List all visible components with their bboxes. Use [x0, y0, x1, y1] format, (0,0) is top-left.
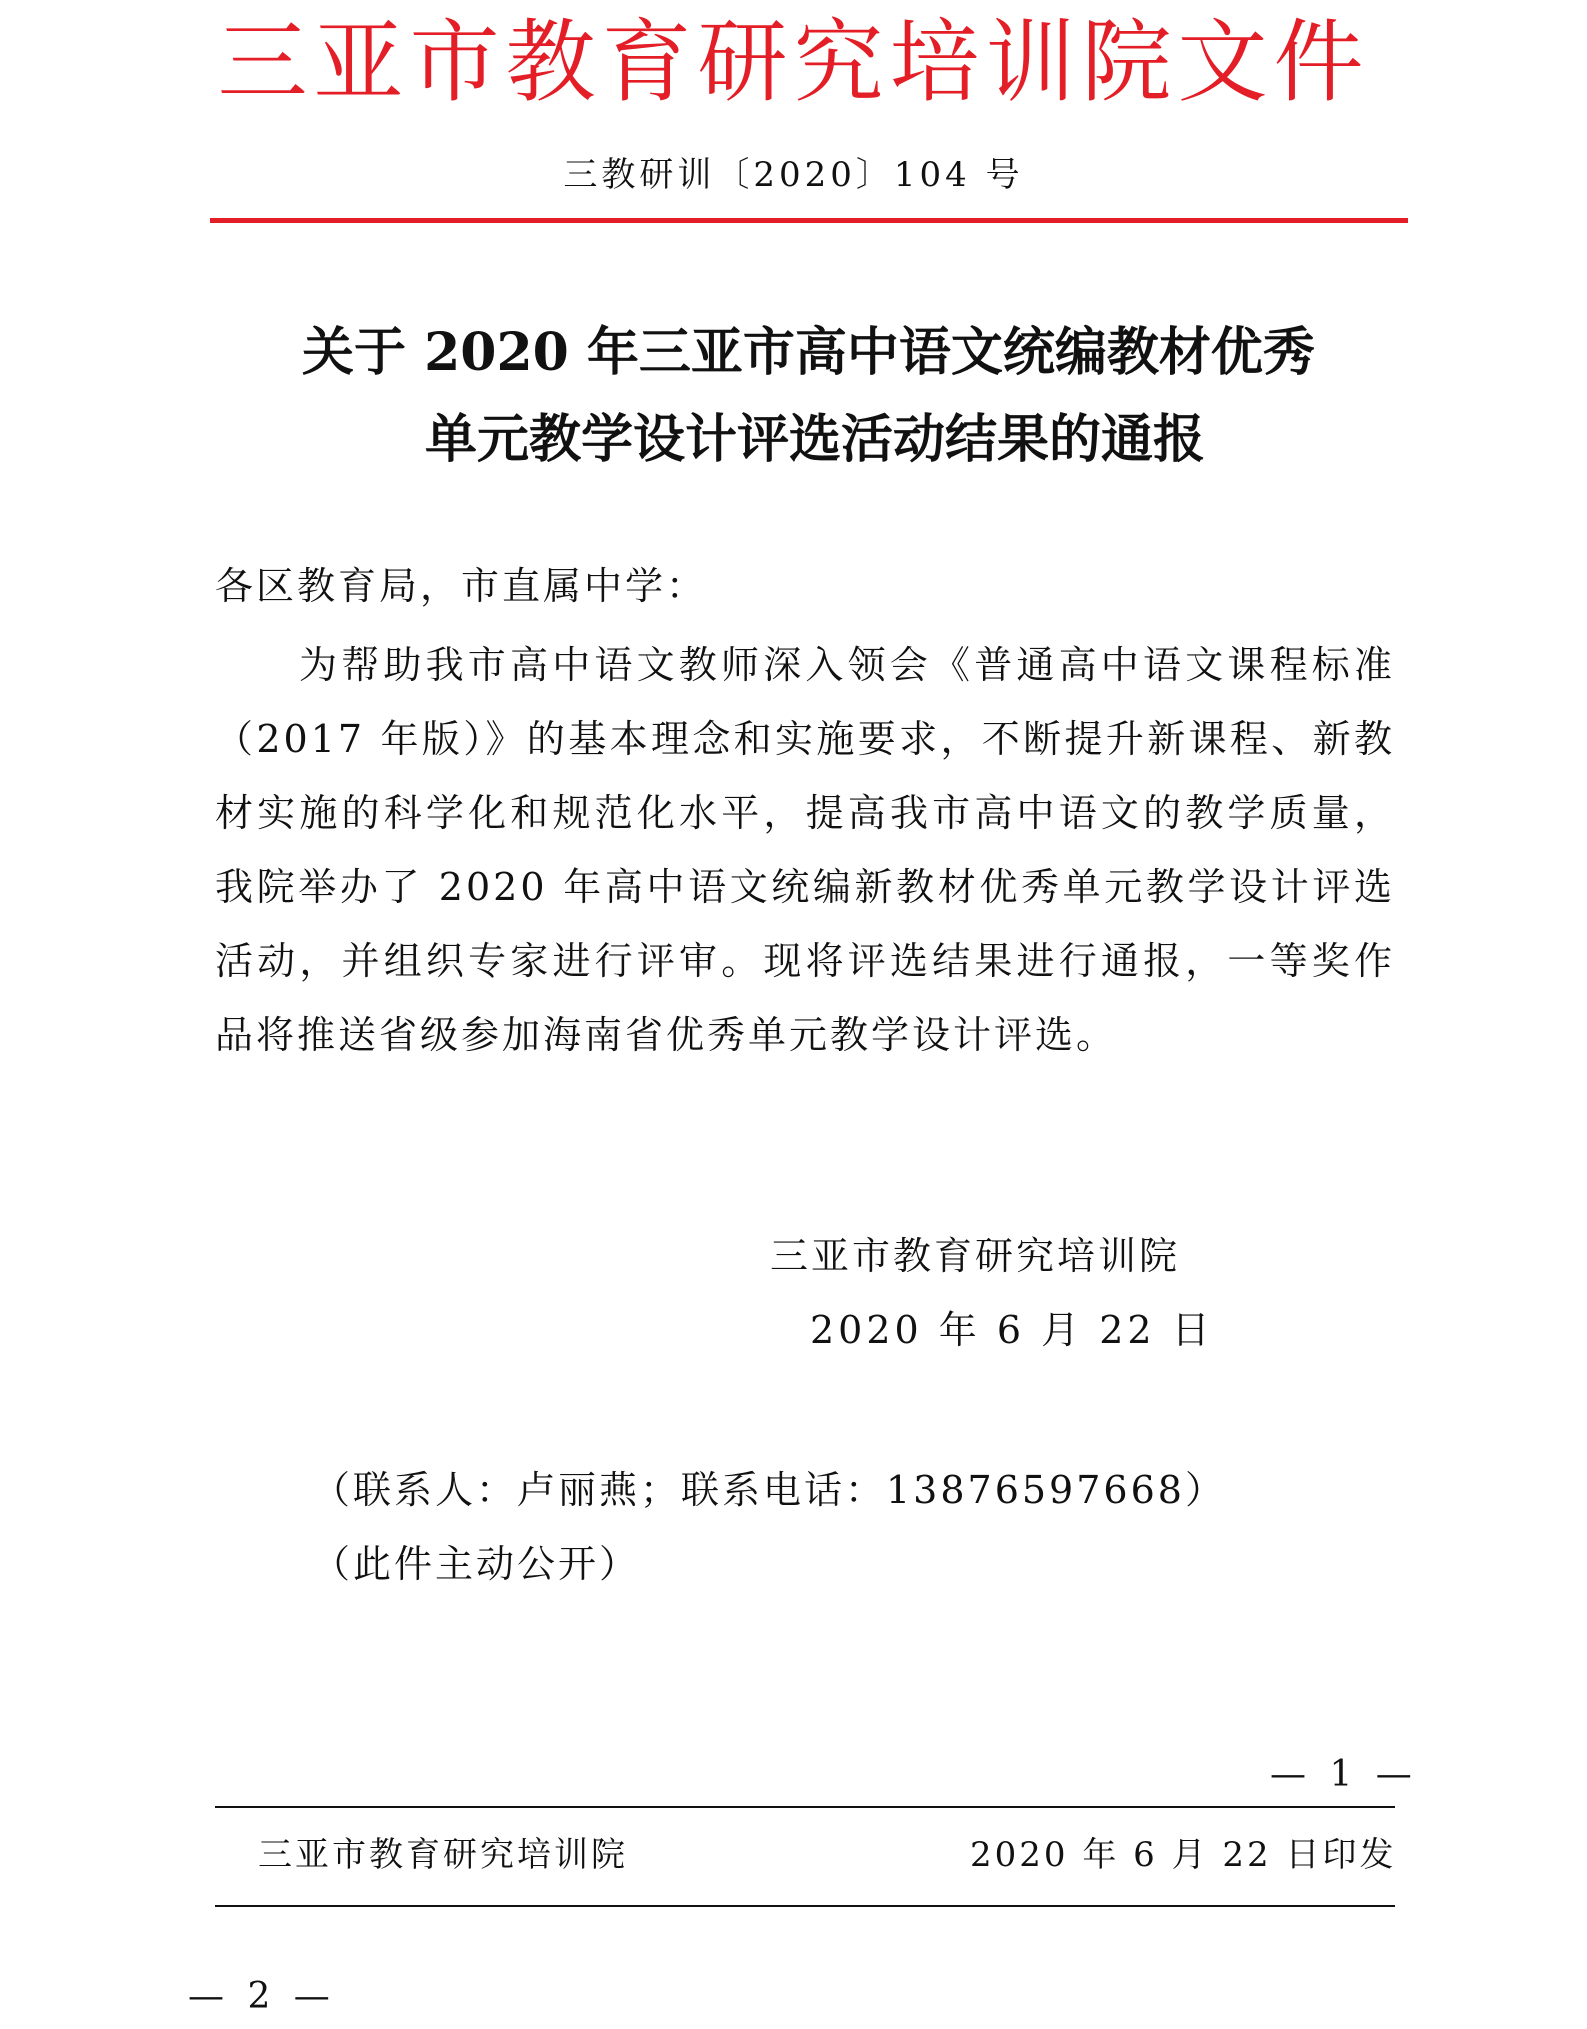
- disclosure-note: （此件主动公开）: [312, 1542, 641, 1586]
- footer-issuing-organization: 三亚市教育研究培训院: [258, 1835, 628, 1875]
- footer-issue-date: 2020 年 6 月 22 日印发: [970, 1835, 1397, 1875]
- footer-bottom-rule: [215, 1905, 1395, 1907]
- contact-note: （联系人：卢丽燕；联系电话：13876597668）: [312, 1468, 1226, 1512]
- document-masthead: 三亚市教育研究培训院文件: [217, 10, 1370, 115]
- page-number-2: — 2 —: [188, 1976, 336, 2017]
- document-number: 三教研训〔2020〕104 号: [563, 155, 1024, 195]
- salutation: 各区教育局，市直属中学：: [215, 564, 708, 608]
- footer-top-rule: [215, 1806, 1395, 1808]
- document-title-line-2: 单元教学设计评选活动结果的通报: [425, 409, 1206, 470]
- page-number-1: — 1 —: [1270, 1754, 1418, 1795]
- body-paragraph: 为帮助我市高中语文教师深入领会《普通高中语文课程标准（2017 年版）》的基本理念和实施要求，不断提升新课程、新教材实施的科学化和规范化水平，提高我市高中语文的教学质量，我院举办了 2020 年高中语文统编新教材优秀单元教学设计评选活动，并组织专家进行评审。现将评选结果进行通报，一等奖作品将推送省级参加海南省优秀单元教学设计评选。: [215, 643, 1395, 1057]
- signing-date: 2020 年 6 月 22 日: [810, 1308, 1214, 1352]
- document-title-line-1: 关于 2020 年三亚市高中语文统编教材优秀: [302, 322, 1315, 383]
- red-separator-line: [210, 218, 1408, 223]
- signing-organization: 三亚市教育研究培训院: [770, 1234, 1181, 1278]
